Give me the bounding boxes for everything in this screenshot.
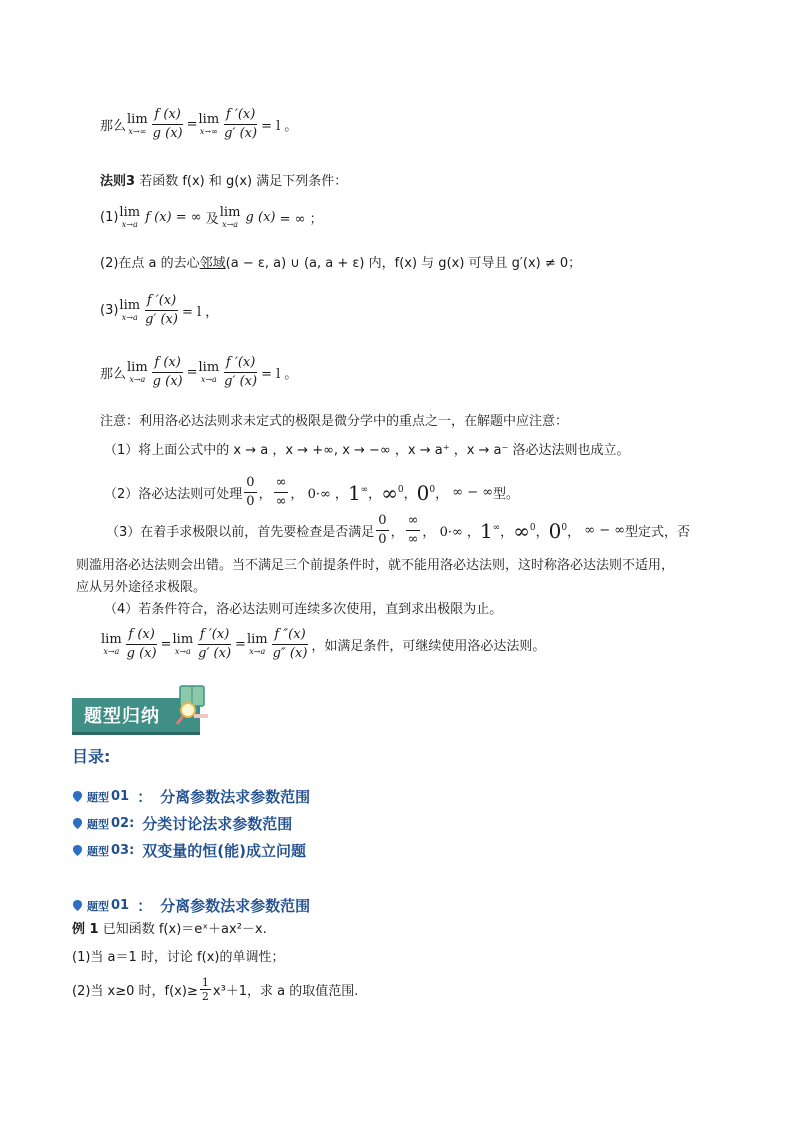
map-pin-icon: [72, 791, 83, 802]
book-magnifier-icon: [174, 684, 210, 730]
note-3: （3）在着手求极限以前，首先要检查是否满足 $\frac{0}{0}$ ， $\frac{\infty}{\infty}$ ， 0·∞ ， 1∞ ， ∞$^0$ ， $0^0$ ， ∞ − ∞ 型定式，否: [106, 513, 691, 547]
section-banner: [72, 694, 206, 736]
banner-label: 题型归纳: [84, 706, 160, 727]
note-4: （4）若条件符合，洛必达法则可连续多次使用，直到求出极限为止。: [104, 602, 503, 617]
section-heading-01: 题型 01 ： 分离参数法求参数范围: [72, 895, 310, 916]
map-pin-icon: [72, 818, 83, 829]
toc-item-02[interactable]: 题型 02: 分类讨论法求参数范围: [72, 813, 292, 834]
question-1: (1)当 a＝1 时，讨论 f(x)的单调性；: [72, 950, 285, 965]
example-1: 例 1 已知函数 f(x)＝eˣ＋ax²－x.: [72, 922, 267, 937]
toc-item-01[interactable]: 题型 01 ： 分离参数法求参数范围: [72, 786, 310, 807]
toc-item-03[interactable]: 题型 03: 双变量的恒(能)成立问题: [72, 840, 306, 861]
map-pin-icon: [72, 845, 83, 856]
question-2: (2)当 x≥0 时，f(x)≥ $\frac{1}{2}$ x³＋1，求 a 的取值范围.: [72, 976, 359, 1003]
note-2: （2）洛必达法则可处理 $\frac{0}{0}$ ， $\frac{\infty}{\infty}$ ， 0·∞ ， 1∞ ， ∞$^0$ ， $0^0$ ， ∞ − ∞ 型。: [104, 475, 520, 509]
toc-title: 目录:: [72, 747, 111, 766]
note-3-cont-2: 应从另外途径求极限。: [76, 580, 207, 595]
map-pin-icon: [72, 900, 83, 911]
rule3-intro: 法则3 若函数 f(x) 和 g(x) 满足下列条件：: [100, 174, 348, 189]
lhopital-chain: lim x→a $\frac{f (x)}{g (x)}$ = lim x→a $\frac{f '(x)}{g' (x)}$ = lim x→a $\frac{f ''(x)}{g'' (x)}$ ，如满足条件，可继续使用洛必达法则。: [101, 627, 546, 661]
condition-3: (3) lim x→a $\frac{f '(x)}{g' (x)}$ = l ，: [100, 293, 219, 327]
rule2-conclusion: 那么 lim x→∞ $\frac{f (x)}{g (x)}$ = lim x→∞ $\frac{f '(x)}{g' (x)}$ = l 。: [100, 107, 298, 141]
note-intro: 注意：利用洛必达法则求未定式的极限是微分学中的重点之一，在解题中应注意：: [100, 414, 569, 429]
rule3-conclusion: 那么 lim x→a $\frac{f (x)}{g (x)}$ = lim x→a $\frac{f '(x)}{g' (x)}$ = l 。: [100, 355, 298, 389]
note-1: （1）将上面公式中的 x → a ，x → +∞, x → −∞ ，x → a⁺ ，x → a⁻ 洛必达法则也成立。: [104, 443, 630, 458]
neighborhood-term: 邻域: [199, 256, 226, 271]
condition-2: (2)在点 a 的去心 邻域 (a − ε, a) ∪ (a, a + ε) 内，f(x) 与 g(x) 可导且 g′(x) ≠ 0；: [100, 252, 581, 271]
note-3-cont: 则滥用洛必达法则会出错。当不满足三个前提条件时，就不能用洛必达法则，这时称洛必达法则不适用，: [76, 558, 675, 573]
condition-1: (1) lim x→a f (x) = ∞ 及 lim x→a g (x) = ∞ ；: [100, 205, 323, 229]
